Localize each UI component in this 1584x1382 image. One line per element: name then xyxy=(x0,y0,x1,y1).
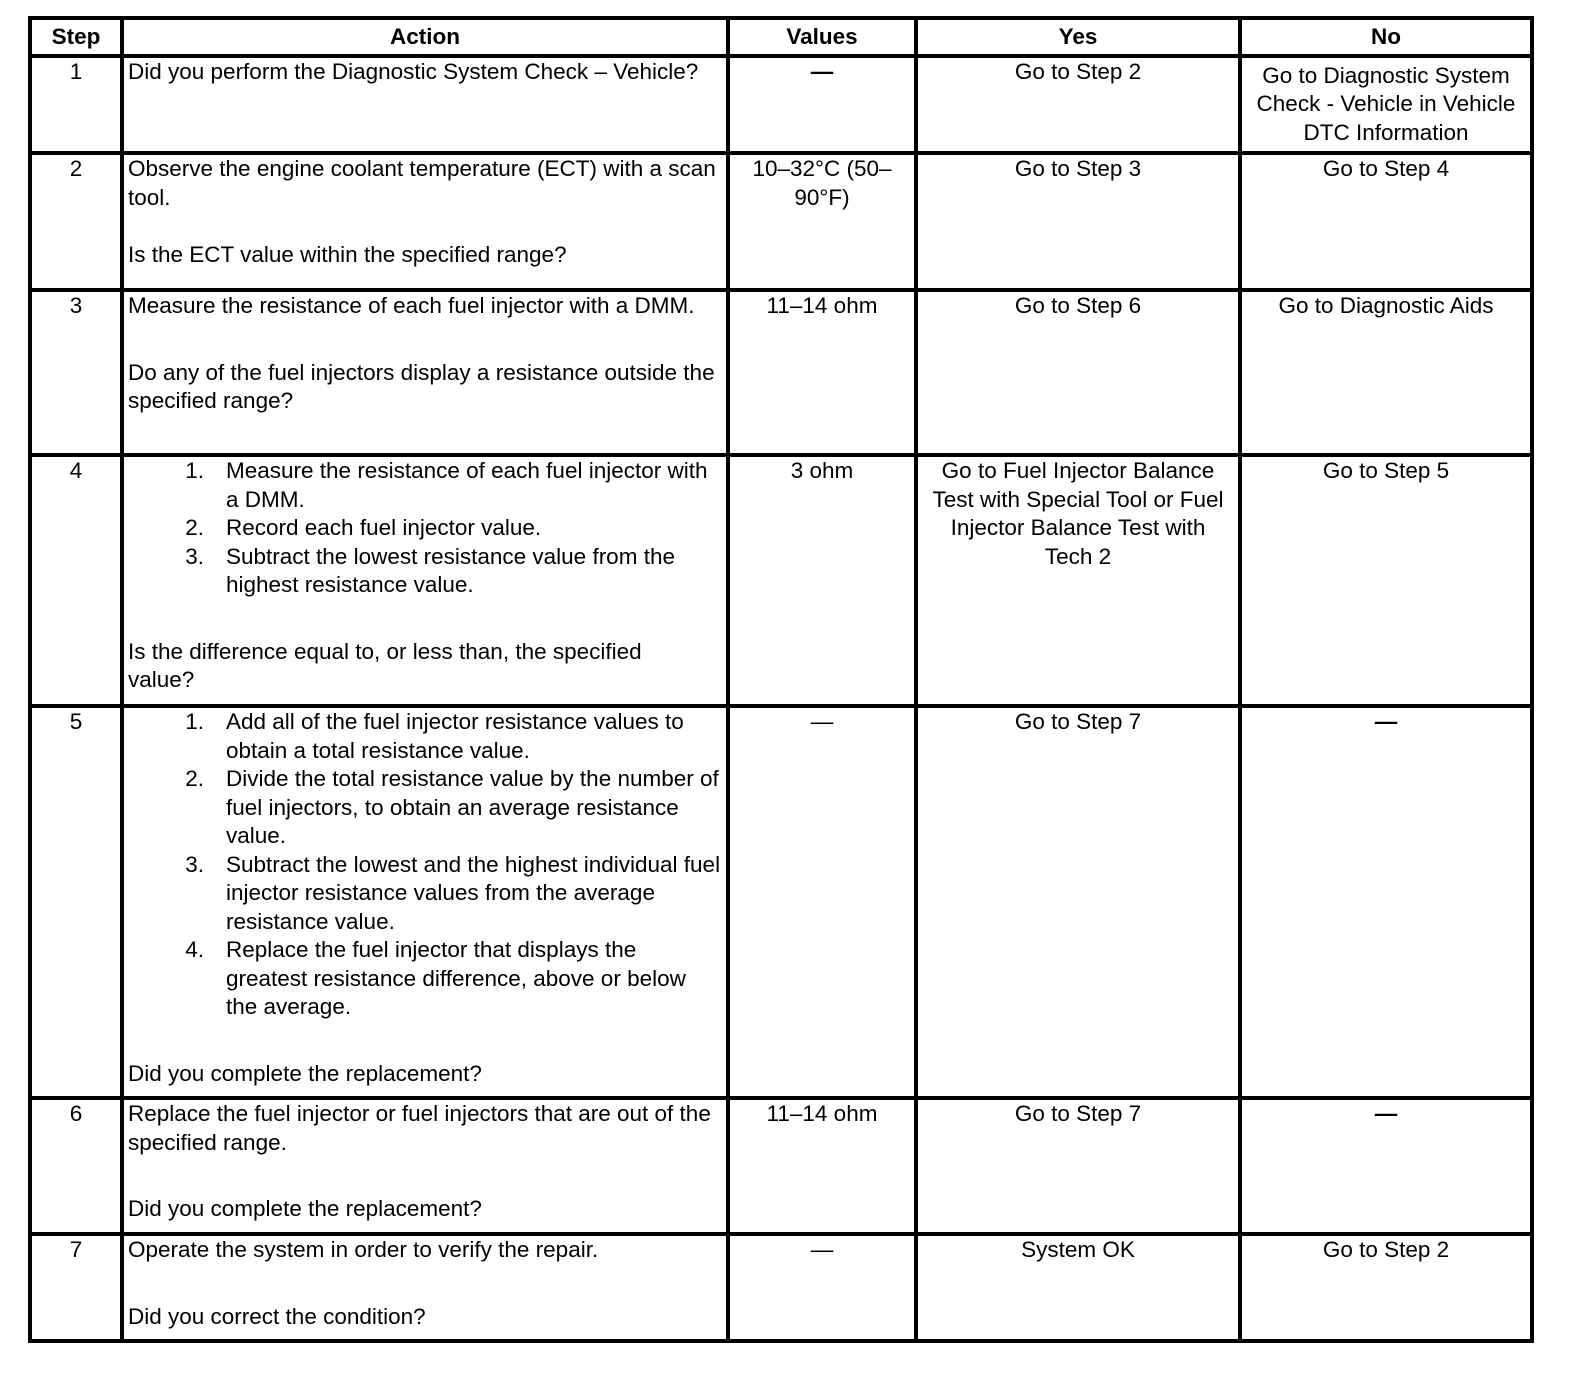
action-text: Measure the resistance of each fuel injector with a DMM. xyxy=(128,293,695,318)
header-step: Step xyxy=(30,18,122,56)
header-action: Action xyxy=(122,18,728,56)
action-step-text: Add all of the fuel injector resistance values to obtain a total resistance value. xyxy=(226,709,684,763)
action-step-item xyxy=(128,514,722,543)
no-cell: Go to Step 5 xyxy=(1240,455,1532,706)
no-cell: Go to Diagnostic Aids xyxy=(1240,290,1532,455)
action-step-item xyxy=(128,765,722,851)
action-step-number: 1. xyxy=(185,458,204,483)
step-number: 6 xyxy=(30,1098,122,1234)
action-step-number: 2. xyxy=(185,515,204,540)
no-cell: — xyxy=(1240,1098,1532,1234)
action-cell xyxy=(122,706,728,1098)
values-cell: 11–14 ohm xyxy=(728,290,916,455)
action-text: Operate the system in order to verify the repair. xyxy=(128,1237,599,1262)
yes-cell: Go to Step 7 xyxy=(916,1098,1240,1234)
action-step-number: 3. xyxy=(185,543,204,569)
no-cell: Go to Step 4 xyxy=(1240,153,1532,290)
step-number: 7 xyxy=(30,1234,122,1341)
table-row xyxy=(30,1234,1532,1341)
values-cell: — xyxy=(728,706,916,1098)
action-step-number: 4. xyxy=(185,937,204,962)
action-question: Do any of the fuel injectors display a resistance outside the specified range? xyxy=(128,359,715,413)
table-row xyxy=(30,290,1532,455)
action-steps-list xyxy=(128,457,722,600)
action-text: Observe the engine coolant temperature (ECT) with a scan tool. xyxy=(128,156,716,210)
action-cell xyxy=(122,153,728,290)
table-row xyxy=(30,56,1532,153)
values-cell: — xyxy=(728,56,916,153)
yes-cell: Go to Step 6 xyxy=(916,290,1240,455)
header-no: No xyxy=(1240,18,1532,56)
action-question: Did you complete the replacement? xyxy=(128,1060,482,1086)
action-cell xyxy=(122,1234,728,1341)
action-text: Replace the fuel injector or fuel injectors that are out of the specified range. xyxy=(128,1101,711,1155)
action-question: Did you correct the condition? xyxy=(128,1303,426,1329)
no-cell: Go to Diagnostic System Check - Vehicle in Vehicle DTC Information xyxy=(1240,56,1532,153)
header-yes: Yes xyxy=(916,18,1240,56)
step-number: 1 xyxy=(30,56,122,153)
action-question: Is the difference equal to, or less than, the specified value? xyxy=(128,638,642,692)
action-step-item xyxy=(128,851,722,937)
action-step-item xyxy=(128,936,722,1022)
step-number: 5 xyxy=(30,706,122,1098)
action-cell xyxy=(122,290,728,455)
action-step-text: Divide the total resistance value by the number of fuel injectors, to obtain an average resistance value. xyxy=(226,766,719,848)
action-step-text: Record each fuel injector value. xyxy=(226,515,542,540)
values-cell: 11–14 ohm xyxy=(728,1098,916,1234)
action-step-text: Subtract the lowest and the highest individual fuel injector resistance values from the average resistance value. xyxy=(226,851,721,934)
action-question: Did you complete the replacement? xyxy=(128,1196,482,1221)
action-step-number: 3. xyxy=(185,851,204,877)
action-steps-list xyxy=(128,708,722,1022)
action-cell xyxy=(122,455,728,706)
action-step-text: Subtract the lowest resistance value from the highest resistance value. xyxy=(226,543,675,597)
no-cell: Go to Step 2 xyxy=(1240,1234,1532,1341)
header-values: Values xyxy=(728,18,916,56)
action-step-item xyxy=(128,708,722,765)
table-row xyxy=(30,455,1532,706)
header-row xyxy=(30,18,1532,56)
yes-cell: Go to Step 2 xyxy=(916,56,1240,153)
action-cell xyxy=(122,1098,728,1234)
yes-cell: Go to Step 3 xyxy=(916,153,1240,290)
step-number: 4 xyxy=(30,455,122,706)
yes-cell: Go to Fuel Injector Balance Test with Special Tool or Fuel Injector Balance Test with Tech 2 xyxy=(916,455,1240,706)
yes-cell: Go to Step 7 xyxy=(916,706,1240,1098)
table-row xyxy=(30,153,1532,290)
action-step-item xyxy=(128,457,722,514)
action-step-text: Replace the fuel injector that displays the greatest resistance difference, above or below the average. xyxy=(226,937,686,1019)
values-cell: — xyxy=(728,1234,916,1341)
action-cell xyxy=(122,56,728,153)
no-cell: — xyxy=(1240,706,1532,1098)
action-step-text: Measure the resistance of each fuel injector with a DMM. xyxy=(226,458,708,512)
yes-cell: System OK xyxy=(916,1234,1240,1341)
action-text: Did you perform the Diagnostic System Check – Vehicle? xyxy=(128,59,699,84)
action-step-number: 2. xyxy=(185,766,204,791)
table-row xyxy=(30,1098,1532,1234)
action-step-item xyxy=(128,543,722,600)
step-number: 2 xyxy=(30,153,122,290)
values-cell: 10–32°C (50–90°F) xyxy=(728,153,916,290)
step-number: 3 xyxy=(30,290,122,455)
values-cell: 3 ohm xyxy=(728,455,916,706)
action-question: Is the ECT value within the specified range? xyxy=(128,241,567,267)
diagnostic-table xyxy=(28,16,1534,1343)
action-step-number: 1. xyxy=(185,709,204,734)
table-row xyxy=(30,706,1532,1098)
